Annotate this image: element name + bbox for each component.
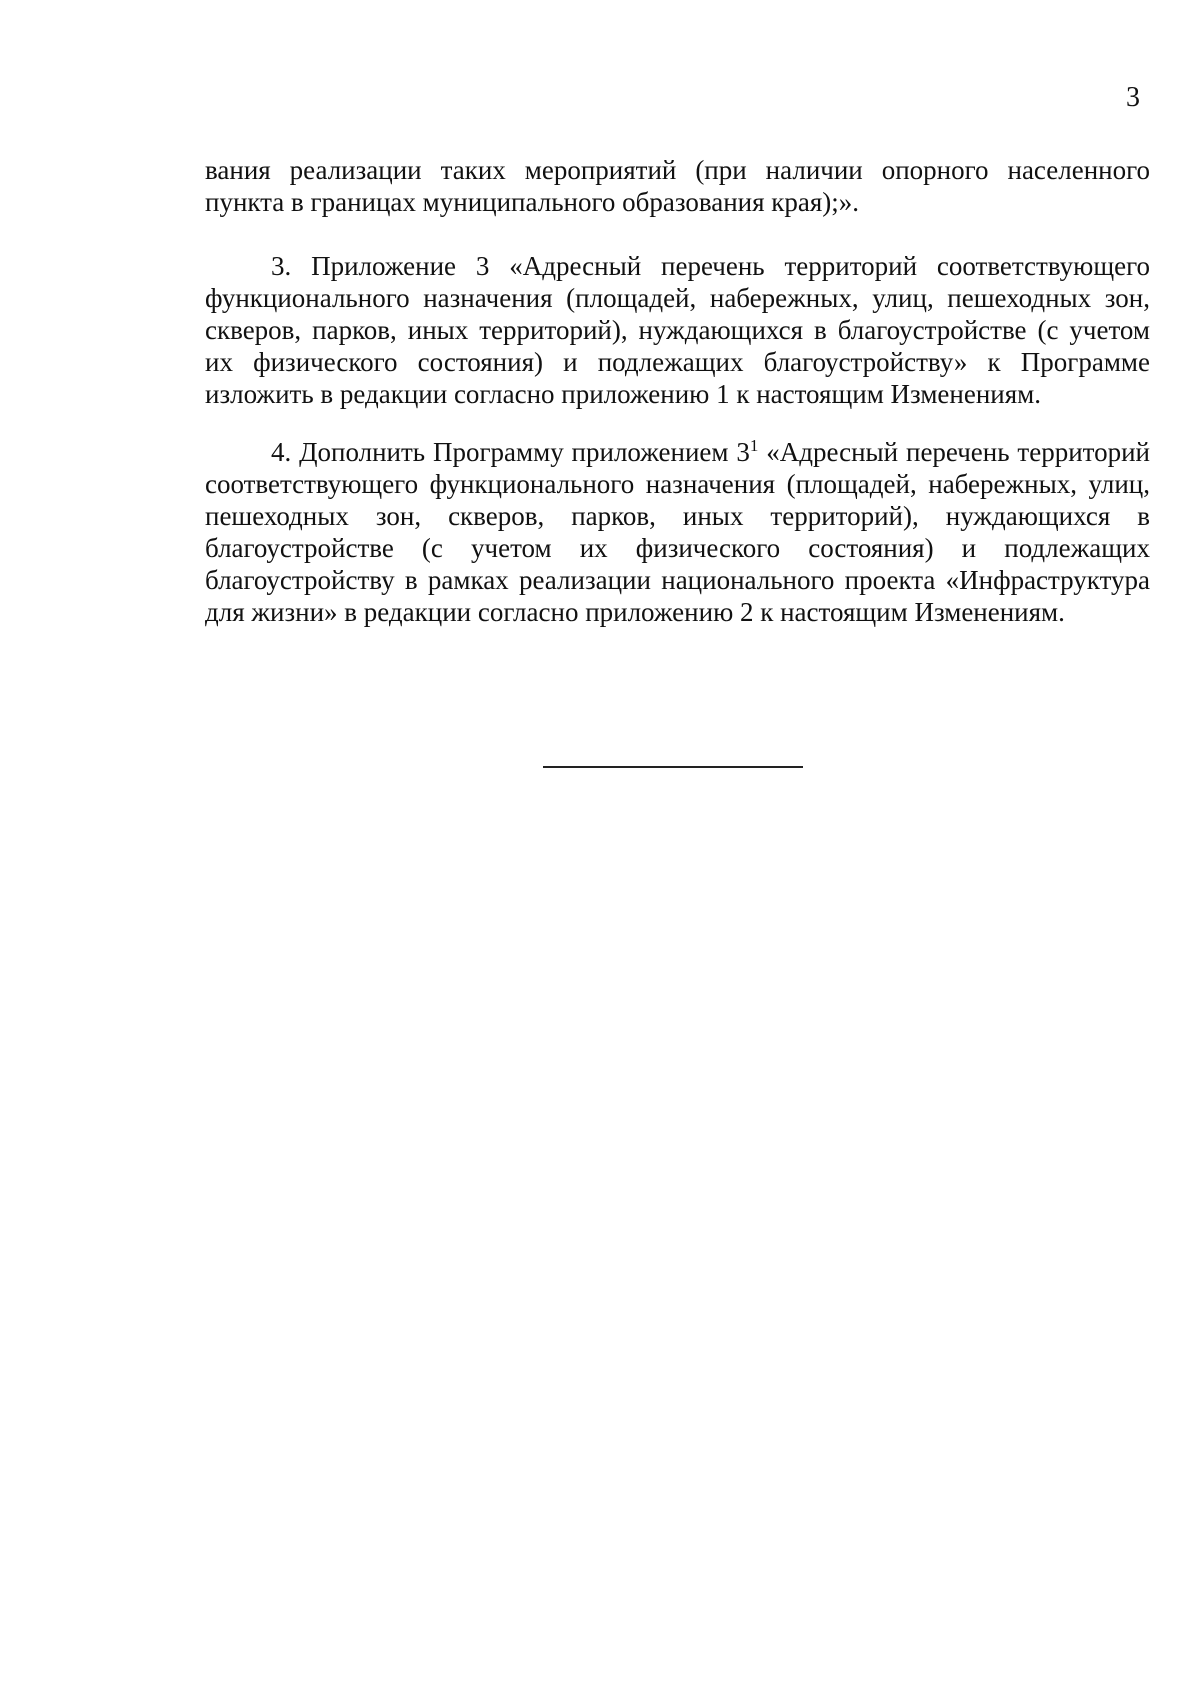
paragraph-item-3: 3. Приложение 3 «Адресный перечень территорий соответствующего функционального назначения (площадей, набережных, улиц, пешеходных зон, скверов, парков, иных территорий), нуждающихся в благоустройстве (с учетом их физического состояния) и подлежащих благоустройству» к Программе изложить в редакции согласно приложению 1 к настоящим Изменениям. bbox=[205, 251, 1150, 409]
paragraph-continuation: вания реализации таких мероприятий (при наличии опорного населенного пункта в границах муниципального образования края);». bbox=[205, 155, 1150, 217]
page-number: 3 bbox=[1126, 82, 1140, 113]
paragraph-item-4-text-end: «Адресный перечень территорий соответствующего функционального назначения (площадей, набережных, улиц, пешеходных зон, скверов, парков, иных территорий), нуждающихся в благоустройстве (с учетом их физического состояния) и подлежащих благоустройству в рамках реализации национального проекта «Инфраструктура для жизни» в редакции согласно приложению 2 к настоящим Изменениям. bbox=[205, 437, 1150, 627]
paragraph-item-4-text-start: 4. Дополнить Программу приложением 3 bbox=[271, 437, 750, 467]
superscript-index: 1 bbox=[749, 436, 759, 455]
end-divider-line bbox=[543, 766, 803, 768]
document-body bbox=[205, 154, 1150, 654]
paragraph-item-4 bbox=[205, 436, 1150, 628]
